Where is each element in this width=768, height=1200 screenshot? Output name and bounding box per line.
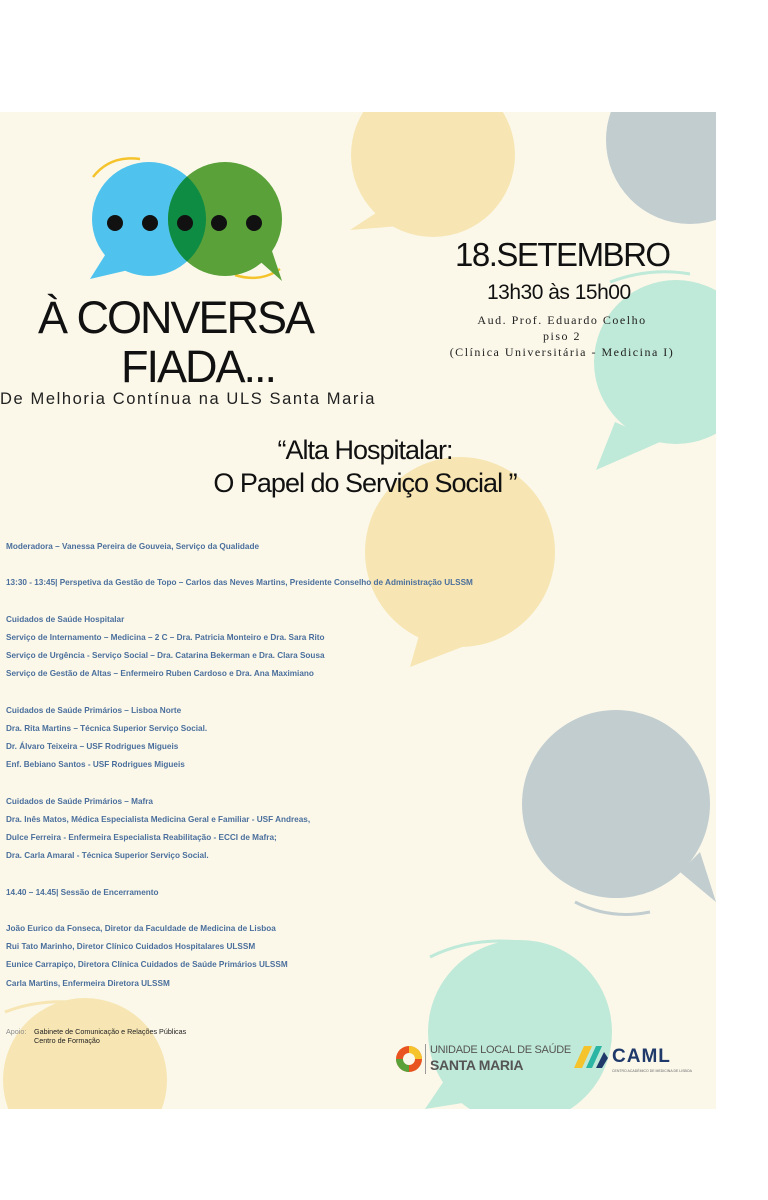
event-date: 18.SETEMBRO (455, 236, 670, 273)
uls-divider (425, 1044, 426, 1074)
event-title-line1: À CONVERSA (38, 292, 314, 343)
support-label: Apoio: (6, 1027, 27, 1036)
session-theme (190, 434, 540, 500)
yellow-bubble-bottom-left (3, 998, 167, 1109)
list-item: Dulce Ferreira - Enfermeira Especialista Reabilitação - ECCI de Mafra; (6, 833, 277, 842)
list-item: Dra. Rita Martins – Técnica Superior Serviço Social. (6, 723, 208, 733)
section-heading-hospital: Cuidados de Saúde Hospitalar (6, 614, 125, 624)
event-venue (412, 312, 712, 360)
uls-name-line1: UNIDADE LOCAL DE SAÚDE (430, 1044, 571, 1056)
uls-emblem-icon (394, 1044, 424, 1074)
list-item: Eunice Carrapiço, Diretora Clínica Cuidados de Saúde Primários ULSSM (6, 960, 288, 970)
section-heading-mafra: Cuidados de Saúde Primários – Mafra (6, 796, 153, 806)
list-item: João Eurico da Fonseca, Diretor da Faculdade de Medicina de Lisboa (6, 923, 276, 933)
venue-line3: (Clínica Universitária - Medicina I) (449, 345, 675, 359)
event-subtitle: De Melhoria Contínua na ULS Santa Maria (0, 390, 377, 408)
list-item: Carla Martins, Enfermeira Diretora ULSSM (6, 978, 170, 988)
support-line2: Centro de Formação (34, 1036, 100, 1045)
program-list (6, 538, 606, 993)
closing-line: 14.40 – 14.45| Sessão de Encerramento (6, 887, 159, 897)
venue-line1: Aud. Prof. Eduardo Coelho (477, 313, 647, 327)
gray-bubble-top-right (606, 112, 716, 224)
opening-line: 13:30 - 13:45| Perspetiva da Gestão de Topo – Carlos das Neves Martins, Presidente Conselho de Administração ULSSM (6, 578, 473, 588)
list-item: Dra. Carla Amaral - Técnica Superior Serviço Social. (6, 851, 209, 861)
list-item: Rui Tato Marinho, Diretor Clínico Cuidados Hospitalares ULSSM (6, 942, 256, 952)
theme-line2: O Papel do Serviço Social ” (213, 468, 517, 498)
caml-name: CAML (612, 1046, 671, 1067)
theme-line1: “Alta Hospitalar: (277, 435, 453, 465)
moderator-line: Moderadora – Vanessa Pereira de Gouveia, Serviço da Qualidade (6, 542, 260, 551)
uls-santa-maria-logo (394, 1042, 571, 1076)
uls-name-line2: SANTA MARIA (430, 1057, 524, 1073)
list-item: Dra. Inês Matos, Médica Especialista Medicina Geral e Familiar - USF Andreas, (6, 814, 311, 824)
list-item: Dr. Álvaro Teixeira – USF Rodrigues Migueis (6, 742, 179, 752)
chat-bubbles-logo (85, 157, 290, 287)
caml-subtitle: CENTRO ACADÉMICO DE MEDICINA DE LISBOA (612, 1069, 692, 1073)
yellow-bubble-top (350, 112, 515, 237)
event-title-line2: FIADA... (121, 341, 276, 392)
list-item: Enf. Bebiano Santos - USF Rodrigues Migueis (6, 760, 185, 770)
section-heading-lisboa-norte: Cuidados de Saúde Primários – Lisboa Norte (6, 705, 182, 715)
caml-logo (572, 1042, 692, 1076)
event-time: 13h30 às 15h00 (487, 281, 631, 304)
venue-line2: piso 2 (542, 329, 581, 343)
list-item: Serviço de Gestão de Altas – Enfermeiro Ruben Cardoso e Dra. Ana Maximiano (6, 669, 314, 679)
list-item: Serviço de Urgência - Serviço Social – Dra. Catarina Bekerman e Dra. Clara Sousa (6, 651, 325, 661)
support-line1: Gabinete de Comunicação e Relações Públicas (34, 1027, 187, 1036)
list-item: Serviço de Internamento – Medicina – 2 C – Dra. Patricia Monteiro e Dra. Sara Rito (6, 632, 325, 642)
caml-emblem-icon (572, 1044, 610, 1070)
event-poster (0, 112, 716, 1109)
